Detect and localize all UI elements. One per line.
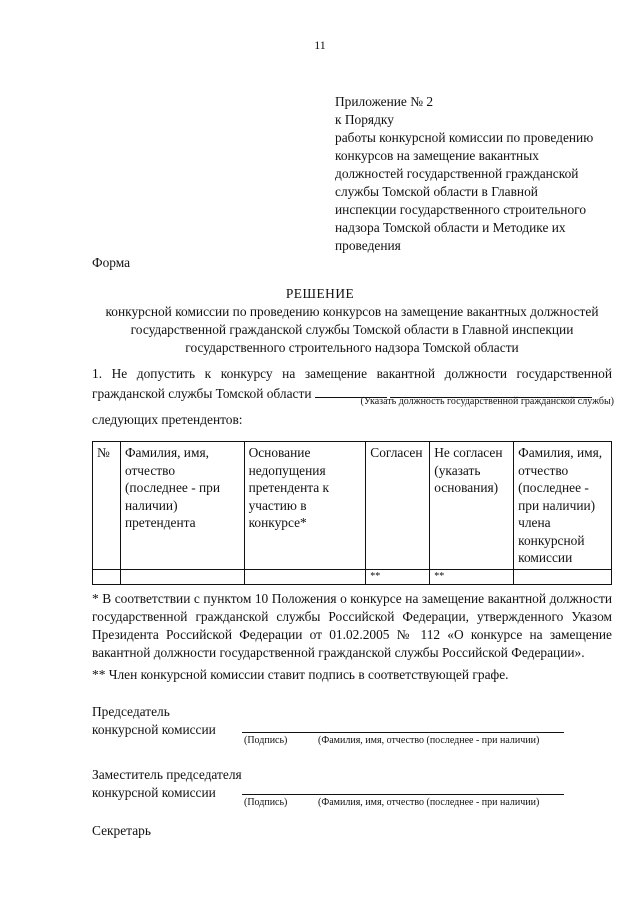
header-rejection-reason: Основание недопущения претендента к участию в конкурсе* <box>244 442 366 570</box>
chairman-sign-label: (Подпись) <box>244 735 288 746</box>
appendix-heading <box>335 93 620 255</box>
page-number: 11 <box>314 38 326 52</box>
chairman-role-line1: Председатель <box>92 704 170 719</box>
secretary-role: Секретарь <box>92 823 151 838</box>
appendix-line: проведения <box>335 238 401 253</box>
header-agree: Согласен <box>366 442 430 570</box>
table-cell-disagree-signature[interactable]: ** <box>430 569 514 584</box>
appendix-line: к Порядку <box>335 112 394 127</box>
deputy-role-line2: конкурсной комиссии <box>92 785 216 800</box>
document-title: РЕШЕНИЕ <box>285 286 355 301</box>
header-number: № <box>93 442 121 570</box>
header-candidate-name: Фамилия, имя, отчество (последнее - при наличии) претендента <box>120 442 244 570</box>
position-hint: (Указать должность государственной гражданской службы) <box>360 396 614 407</box>
table-cell[interactable] <box>93 569 121 584</box>
deputy-sign-label: (Подпись) <box>244 797 288 808</box>
deputy-chairman-role <box>92 766 242 802</box>
appendix-line: Приложение № 2 <box>335 94 434 109</box>
table-cell-agree-signature[interactable]: ** <box>366 569 430 584</box>
chairman-role <box>92 703 216 739</box>
appendix-line: надзора Томской области и Методике их <box>335 220 566 235</box>
deputy-signature-line[interactable] <box>242 794 564 795</box>
footnote-1: * В соответствии с пунктом 10 Положения о конкурсе на замещение вакантной должности государственной гражданской службы Российской Федерации, утвержденного Указом Президента Российской Федерации от 01.02.2005 № 112 «О конкурсе на замещение вакантной должности государственной гражданской службы Российской Федерации». <box>92 591 612 660</box>
table-row <box>93 569 612 584</box>
appendix-line: службы Томской области в Главной <box>335 184 538 199</box>
candidates-table <box>92 441 612 585</box>
table-cell[interactable] <box>244 569 366 584</box>
appendix-line: инспекции государственного строительного <box>335 202 587 217</box>
deputy-name-label: (Фамилия, имя, отчество (последнее - при наличии) <box>318 797 540 808</box>
paragraph-1-continuation: следующих претендентов: <box>92 412 243 427</box>
deputy-role-line1: Заместитель председателя <box>92 767 242 782</box>
table-header-row <box>93 442 612 570</box>
chairman-name-label: (Фамилия, имя, отчество (последнее - при наличии) <box>318 735 540 746</box>
paragraph-1-text: 1. Не допустить к конкурсу на замещение вакантной должности государственной гражданской службы Томской области <box>92 366 612 401</box>
table-cell[interactable] <box>514 569 612 584</box>
form-label: Форма <box>92 255 131 270</box>
table-cell[interactable] <box>120 569 244 584</box>
header-disagree: Не согласен (указать основания) <box>430 442 514 570</box>
chairman-role-line2: конкурсной комиссии <box>92 722 216 737</box>
chairman-signature-line[interactable] <box>242 732 564 733</box>
header-commission-member: Фамилия, имя, отчество (последнее - при наличии) члена конкурсной комиссии <box>514 442 612 570</box>
footnote-2: ** Член конкурсной комиссии ставит подпись в соответствующей графе. <box>92 667 509 682</box>
appendix-line: должностей государственной гражданской <box>335 166 579 181</box>
document-subtitle: конкурсной комиссии по проведению конкурсов на замещение вакантных должностей государственной гражданской службы Томской области в Главной инспекции государственного строительного надзора Томской области <box>105 304 599 355</box>
appendix-line: конкурсов на замещение вакантных <box>335 148 539 163</box>
appendix-line: работы конкурсной комиссии по проведению <box>335 130 594 145</box>
